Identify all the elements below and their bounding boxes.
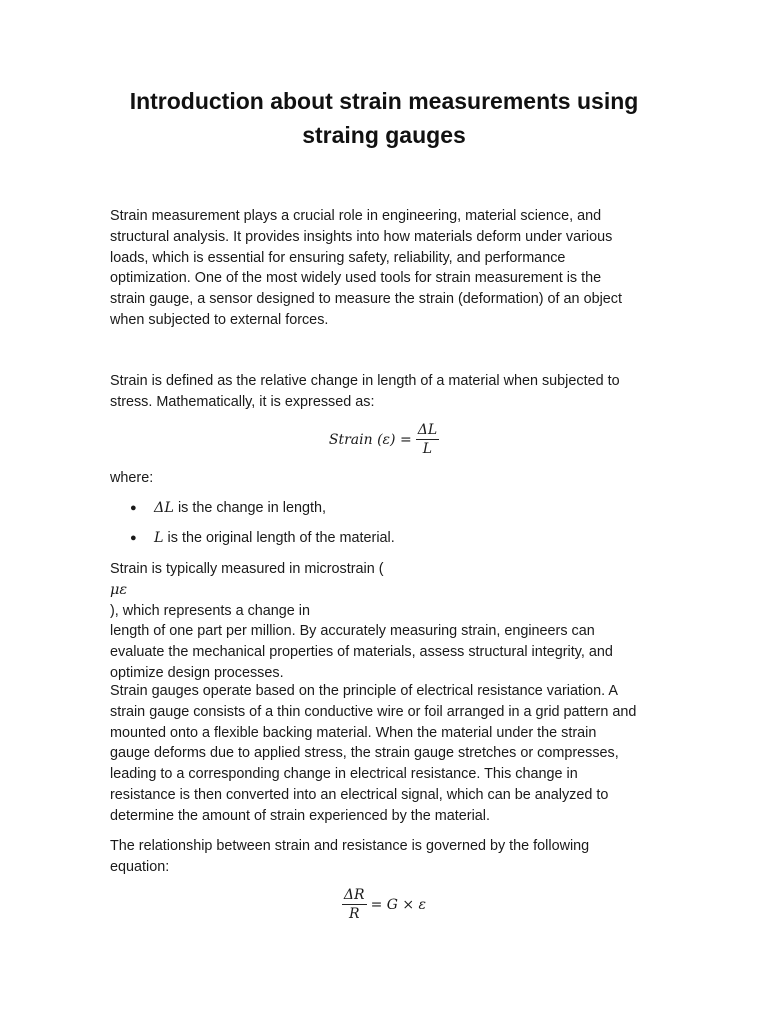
text-line: structural analysis. It provides insights into how materials deform under various bbox=[110, 228, 613, 245]
strain-equation bbox=[0, 422, 768, 457]
text-line: The relationship between strain and resistance is governed by the following bbox=[110, 838, 590, 854]
list-item bbox=[130, 528, 395, 548]
text-line: gauge deforms due to applied stress, the strain gauge stretches or compresses, bbox=[110, 745, 619, 762]
title-line-2: straing gauges bbox=[302, 122, 466, 148]
resistance-equation-rhs: = G × ε bbox=[370, 896, 427, 913]
text-line: optimize design processes. bbox=[110, 664, 284, 681]
text-line: resistance is then converted into an electrical signal, which can be analyzed to bbox=[110, 786, 609, 803]
bullet-symbol: ΔL bbox=[154, 500, 174, 516]
text-line: length of one part per million. By accurately measuring strain, engineers can bbox=[110, 623, 595, 640]
fraction-denominator: L bbox=[422, 441, 433, 457]
text-line: when subjected to external forces. bbox=[110, 311, 329, 328]
intro-paragraph bbox=[110, 206, 666, 331]
strain-equation-lhs: Strain (ε) = bbox=[328, 431, 412, 448]
microstrain-paragraph bbox=[110, 559, 666, 684]
text-line: strain gauge consists of a thin conductive wire or foil arranged in a grid pattern and bbox=[110, 703, 637, 720]
resistance-fraction bbox=[342, 887, 367, 922]
text-line: stress. Mathematically, it is expressed as: bbox=[110, 393, 375, 410]
definition-paragraph bbox=[110, 371, 666, 413]
resistance-equation bbox=[0, 887, 768, 922]
bullet-text: is the change in length, bbox=[173, 500, 326, 516]
microstrain-symbol: με bbox=[110, 581, 128, 598]
where-label bbox=[110, 468, 666, 489]
text-line: strain gauge, a sensor designed to measure the strain (deformation) of an object bbox=[110, 291, 622, 308]
text-line: Strain gauges operate based on the principle of electrical resistance variation. A bbox=[110, 683, 618, 699]
relationship-paragraph bbox=[110, 836, 666, 878]
title-line-1: Introduction about strain measurements using bbox=[129, 88, 639, 114]
text-line: Strain measurement plays a crucial role in engineering, material science, and bbox=[110, 208, 602, 224]
text-line: equation: bbox=[110, 858, 170, 875]
text-fragment: Strain is typically measured in microstrain ( bbox=[110, 561, 384, 577]
fraction-denominator: R bbox=[348, 906, 360, 922]
document-title bbox=[100, 84, 668, 152]
fraction-numerator: ΔR bbox=[343, 887, 365, 903]
bullet-symbol: L bbox=[154, 530, 164, 546]
principle-paragraph bbox=[110, 681, 666, 827]
where-text: where: bbox=[110, 470, 154, 486]
text-line: leading to a corresponding change in electrical resistance. This change in bbox=[110, 766, 578, 783]
text-line: mounted onto a flexible backing material. When the material under the strain bbox=[110, 724, 597, 741]
fraction-numerator: ΔL bbox=[417, 422, 438, 438]
strain-fraction bbox=[416, 422, 439, 457]
text-fragment: ), which represents a change in bbox=[110, 602, 310, 619]
bullet-text: is the original length of the material. bbox=[163, 530, 395, 546]
text-line: Strain is defined as the relative change in length of a material when subjected to bbox=[110, 373, 620, 389]
text-line: loads, which is essential for ensuring safety, reliability, and performance bbox=[110, 249, 566, 266]
bullet-icon: ● bbox=[130, 502, 137, 514]
text-line: optimization. One of the most widely used tools for strain measurement is the bbox=[110, 270, 602, 287]
bullet-icon: ● bbox=[130, 532, 137, 544]
list-item bbox=[130, 498, 326, 518]
text-line: evaluate the mechanical properties of materials, assess structural integrity, and bbox=[110, 644, 613, 661]
text-line bbox=[110, 559, 666, 621]
text-line: determine the amount of strain experienced by the material. bbox=[110, 807, 490, 824]
